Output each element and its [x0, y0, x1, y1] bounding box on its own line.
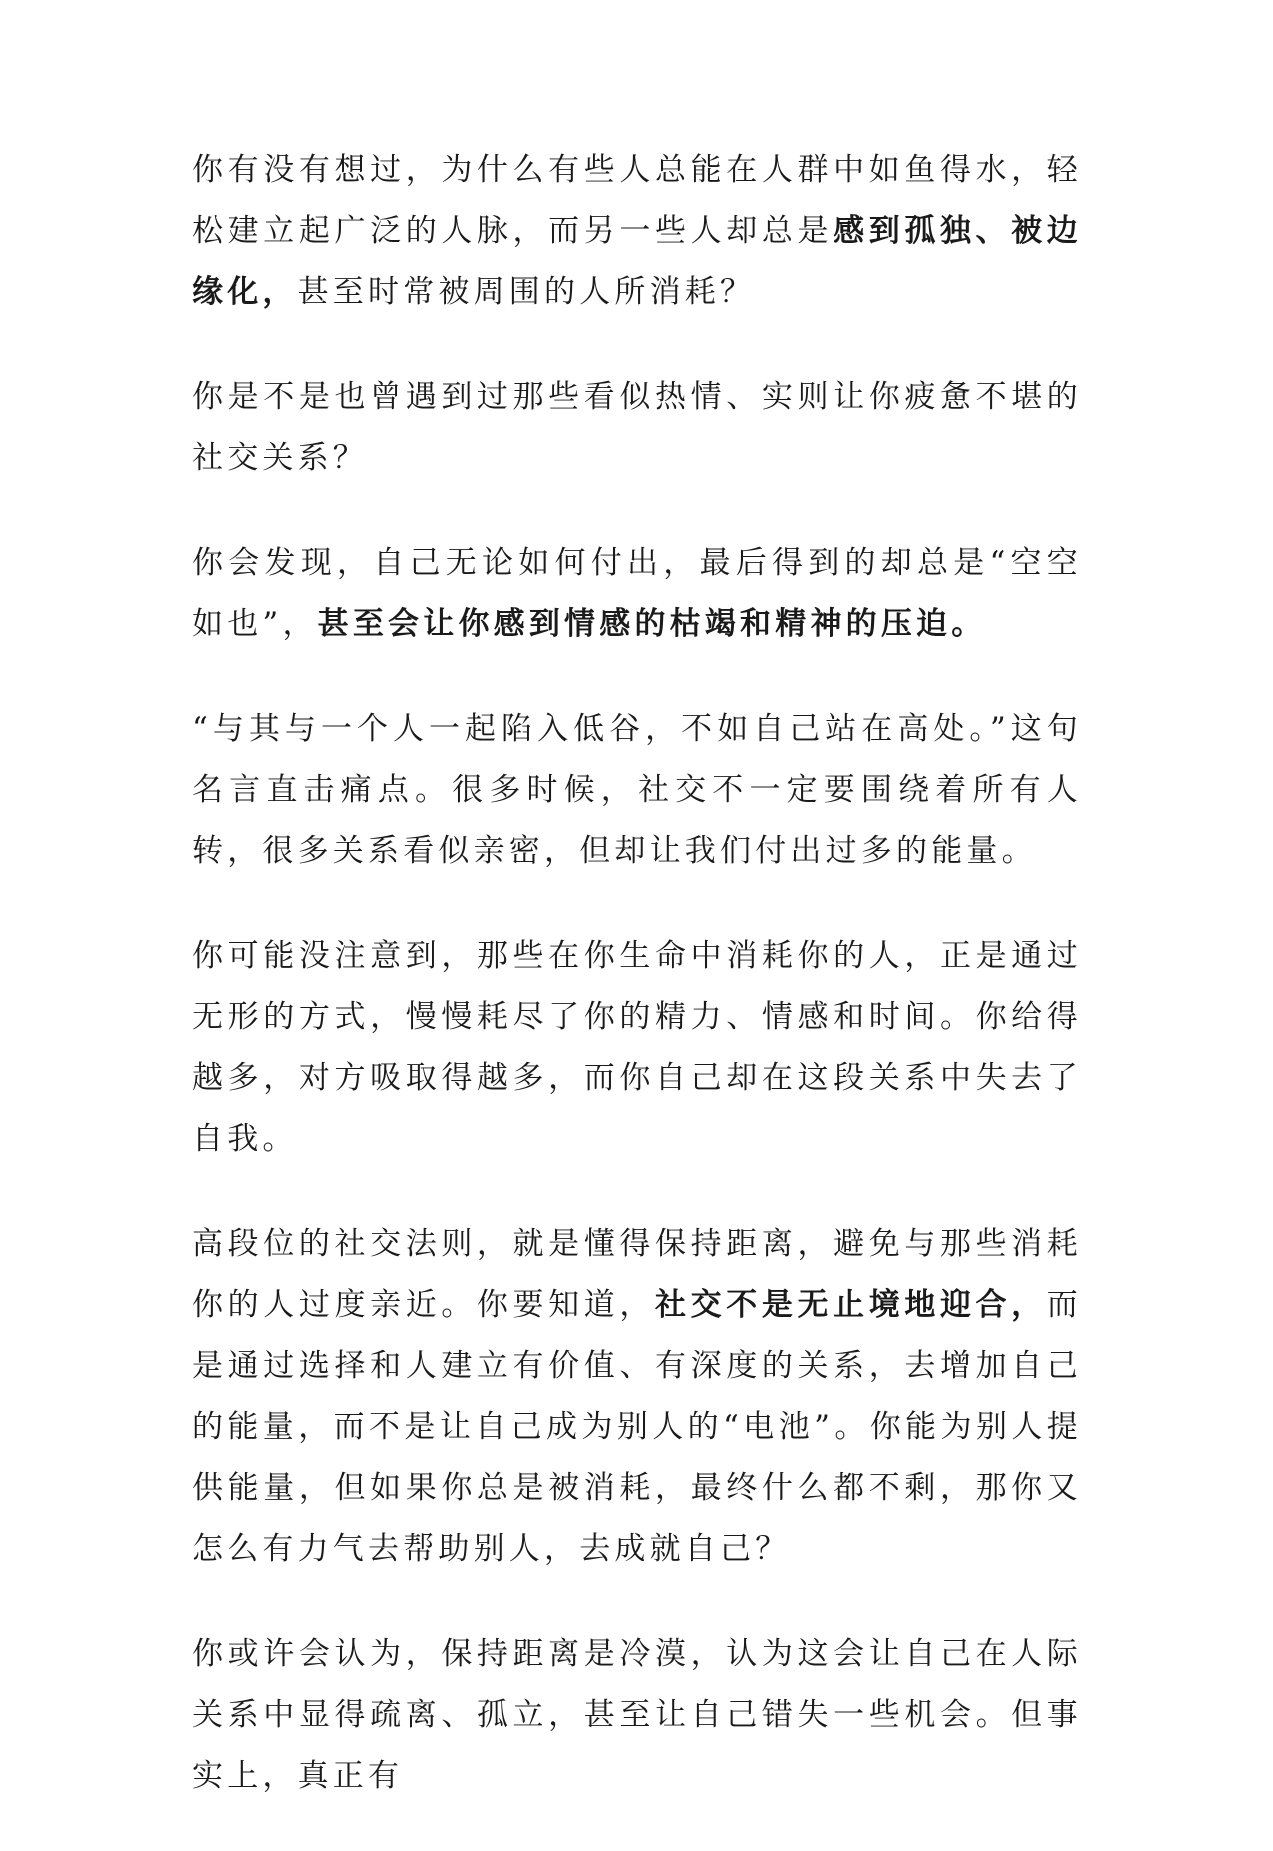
paragraph-text: “与其与一个人一起陷入低谷，不如自己站在高处。”这句名言直击痛点。很多时候，社交不一定要围绕着所有人转，很多关系看似亲密，但却让我们付出过多的能量。 — [192, 711, 1082, 869]
emphasis-text: 社交不是无止境地迎合， — [655, 1287, 1047, 1323]
paragraph-text: 甚至时常被周围的人所消耗？ — [297, 274, 756, 310]
paragraph — [192, 1624, 1082, 1807]
paragraph-text: 而是通过选择和人建立有价值、有深度的关系，去增加自己的能量，而不是让自己成为别人的“电池”。你能为别人提供能量，但如果你总是被消耗，最终什么都不剩，那你又怎么有力气去帮助别人，去成就自己？ — [192, 1287, 1082, 1567]
paragraph-text: 你可能没注意到，那些在你生命中消耗你的人，正是通过无形的方式，慢慢耗尽了你的精力、情感和时间。你给得越多，对方吸取得越多，而你自己却在这段关系中失去了自我。 — [192, 938, 1082, 1157]
paragraph — [192, 926, 1082, 1170]
paragraph — [192, 140, 1082, 323]
emphasis-text: 甚至会让你感到情感的枯竭和精神的压迫。 — [317, 606, 987, 642]
paragraph-text: 你会发现，自己无论如何付出，最后得到的却总是“空空如也”， — [192, 545, 1082, 642]
paragraph-text: 高段位的社交法则，就是懂得保持距离，避免与那些消耗你的人过度亲近。你要知道， — [192, 1226, 1082, 1323]
paragraph — [192, 1214, 1082, 1580]
paragraph — [192, 367, 1082, 489]
paragraph-text: 你是不是也曾遇到过那些看似热情、实则让你疲惫不堪的社交关系？ — [192, 379, 1082, 476]
emphasis-text: 感到孤独、被边缘化， — [192, 213, 1082, 310]
paragraph — [192, 533, 1082, 655]
paragraph-text: 你或许会认为，保持距离是冷漠，认为这会让自己在人际关系中显得疏离、孤立，甚至让自己错失一些机会。但事实上，真正有 — [192, 1636, 1082, 1794]
paragraph — [192, 699, 1082, 882]
paragraph-text: 你有没有想过，为什么有些人总能在人群中如鱼得水，轻松建立起广泛的人脉，而另一些人却总是 — [192, 152, 1082, 249]
document-page — [192, 140, 1082, 1851]
